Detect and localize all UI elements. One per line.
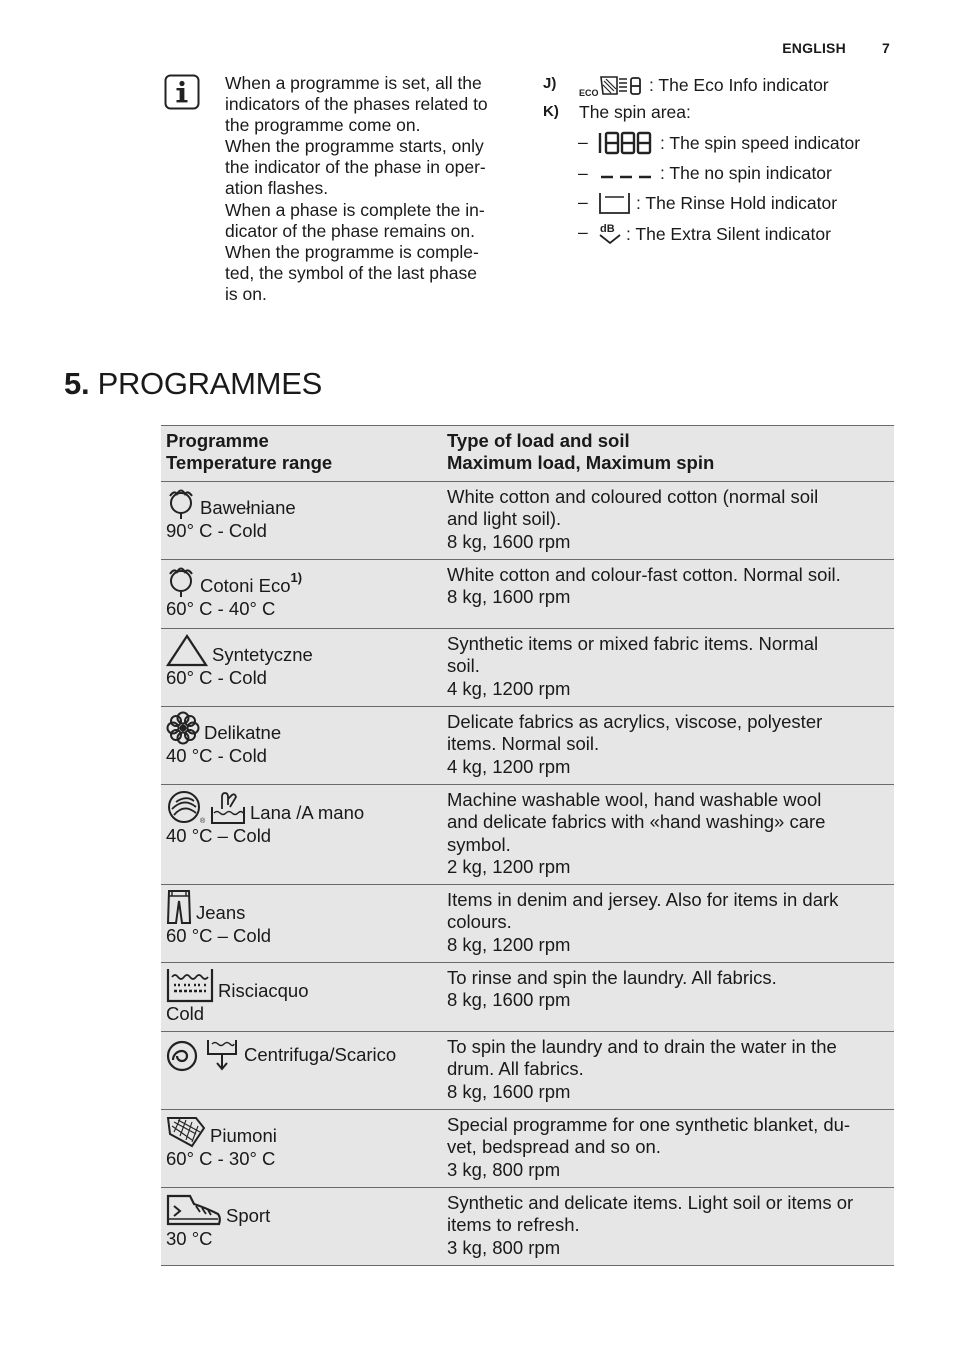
programme-cell [161,1109,442,1187]
info-icon [164,74,200,110]
programme-name: Sport [226,1205,271,1227]
programme-temperature: 30 °C [166,1227,213,1249]
info-note [225,73,515,305]
programme-temperature: 60° C - 40° C [166,597,276,619]
info-line: the programme come on. [225,115,421,136]
list-dash: – [578,222,588,242]
table-row [161,628,894,706]
language-label: ENGLISH [782,40,846,56]
programme-name: Delikatne [204,722,282,744]
table-row [161,1109,894,1187]
table-row [161,1187,894,1265]
svg-text:dB: dB [600,223,615,235]
programme-cell [161,884,442,962]
footnote-marker: 1) [290,570,303,586]
indicator-letter: K) [543,103,559,120]
svg-text:®: ® [200,817,206,825]
page-header [782,40,890,56]
list-dash: – [578,163,588,183]
load-cell: Synthetic items or mixed fabric items. Normal soil. 4 kg, 1200 rpm [442,628,894,706]
spin-area-label: The spin area: [579,102,691,122]
info-line: ted, the symbol of the last phase [225,262,477,283]
extra-silent-label: : The Extra Silent indicator [626,224,831,244]
load-cell: Items in denim and jersey. Also for items in dark colours. 8 kg, 1200 rpm [442,884,894,962]
info-line: When the programme is comple- [225,241,479,262]
load-cell: To spin the laundry and to drain the water in the drum. All fabrics. 8 kg, 1600 rpm [442,1031,894,1109]
cotton-flower-icon [166,486,196,520]
cotton-eco-icon [166,564,196,598]
programme-cell [161,628,442,706]
programme-name: Piumoni [210,1125,277,1147]
programme-temperature: Cold [166,1002,205,1024]
synthetics-triangle-icon [166,633,208,667]
header-cell-load: Type of load and soil Maximum load, Maximum spin [442,426,894,482]
table-row [161,706,894,784]
section-number: 5. [64,366,90,401]
jeans-icon [166,889,192,925]
section-title [64,366,322,402]
load-cell: Synthetic and delicate items. Light soil or items or items to refresh. 3 kg, 800 rpm [442,1187,894,1265]
programme-cell [161,706,442,784]
wool-handwash-icon [166,789,246,825]
extra-silent-icon [598,221,622,247]
programme-name: Lana /A mano [250,802,365,824]
spin-speed-digits-icon [598,131,656,155]
info-line: When a phase is complete the in- [225,199,485,220]
spin-speed-label: : The spin speed indicator [660,133,861,153]
load-cell: To rinse and spin the laundry. All fabrics. 8 kg, 1600 rpm [442,962,894,1031]
programme-cell [161,784,442,884]
page-number: 7 [882,40,890,56]
programme-cell [161,481,442,559]
table-row [161,559,894,628]
programme-cell [161,1187,442,1265]
info-line: When a programme is set, all the [225,73,482,93]
programme-name: Bawełniane [200,497,296,519]
programme-temperature: 40 °C – Cold [166,824,272,846]
load-cell: Machine washable wool, hand washable wool and delicate fabrics with «hand washing» care symbol. 2 kg, 1200 rpm [442,784,894,884]
list-dash: – [578,192,588,212]
programme-temperature: 90° C - Cold [166,519,267,541]
eco-info-label: : The Eco Info indicator [649,75,829,95]
load-cell: White cotton and coloured cotton (normal soil and light soil). 8 kg, 1600 rpm [442,481,894,559]
load-cell: Special programme for one synthetic blanket, du- vet, bedspread and so on. 3 kg, 800 rpm [442,1109,894,1187]
programme-temperature: 60 °C – Cold [166,924,272,946]
info-line: indicators of the phases related to [225,94,488,115]
eco-info-icon [579,72,645,98]
info-line: the indicator of the phase in oper- [225,157,486,178]
svg-text:ECO: ECO [579,88,599,98]
info-line: dicator of the phase remains on. [225,220,476,241]
programme-name: Centrifuga/Scarico [244,1043,397,1065]
table-row [161,1031,894,1109]
delicates-flower-icon [166,711,200,745]
no-spin-label: : The no spin indicator [660,163,832,183]
table-row [161,884,894,962]
spin-drain-icon [166,1036,240,1074]
programme-cell [161,962,442,1031]
list-dash: – [578,132,588,152]
load-cell: White cotton and colour-fast cotton. Normal soil. 8 kg, 1600 rpm [442,559,894,628]
table-row [161,784,894,884]
info-line: ation flashes. [225,178,329,199]
indicator-letter: J) [543,75,557,92]
duvet-icon [166,1114,206,1148]
programmes-table [161,425,894,1266]
programme-temperature: 60° C - Cold [166,666,267,688]
programme-temperature: 60° C - 30° C [166,1147,276,1169]
programme-temperature: 40 °C - Cold [166,744,267,766]
info-line: When the programme starts, only [225,136,484,157]
programme-cell [161,559,442,628]
programme-name: Risciacquo [218,980,309,1002]
programme-name: Syntetyczne [212,644,313,666]
table-row [161,481,894,559]
section-heading: PROGRAMMES [97,366,322,401]
table-header-row [161,426,894,482]
sport-shoe-icon [166,1192,222,1228]
programme-cell [161,1031,442,1109]
info-line: is on. [225,283,267,304]
rinse-hold-label: : The Rinse Hold indicator [636,193,838,213]
rinse-tub-icon [166,967,214,1003]
programme-name: Cotoni Eco [200,575,291,597]
programme-name: Jeans [196,902,246,924]
header-cell-programme: Programme Temperature range [161,426,442,482]
table-row [161,962,894,1031]
no-spin-dashes-icon [598,162,656,184]
rinse-hold-icon [598,191,632,215]
load-cell: Delicate fabrics as acrylics, viscose, polyester items. Normal soil. 4 kg, 1200 rpm [442,706,894,784]
